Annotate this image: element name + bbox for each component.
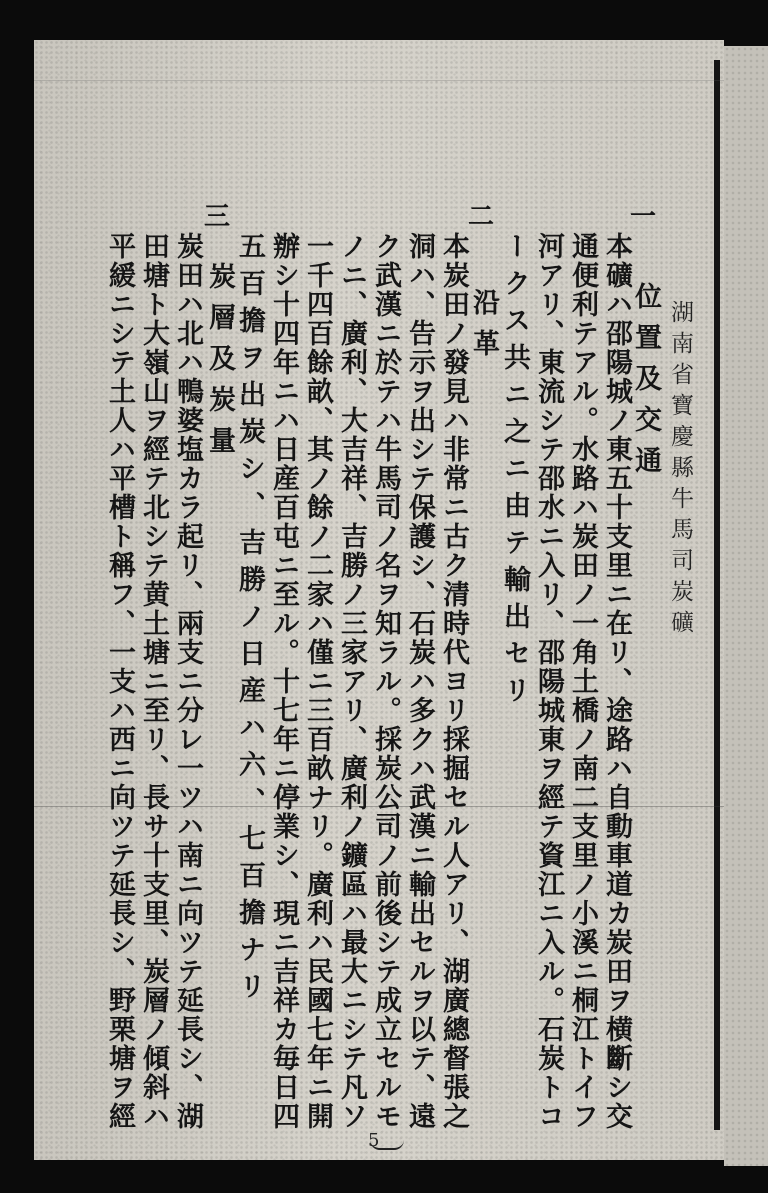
document-title: 湖南省寶慶縣牛馬司炭礦 [667,300,693,641]
section-1-number: 一 [630,202,657,232]
section-1-line-4: ークス共ニ之ニ由テ輸出セリ [499,232,530,713]
section-3-line-3: 平緩ニシテ土人ハ平槽ト稱フ、一支ハ西ニ向ツテ延長シ、野栗塘ヲ經 [104,232,135,1131]
section-2-line-2: 洞ハ、告示ヲ出シテ保護シ、石炭ハ多クハ武漢ニ輸出セルヲ以テ、遠 [404,232,435,1131]
section-3-line-2: 田塘ト大嶺山ヲ經テ北シテ黄土塘ニ至リ、長サ十支里、炭層ノ傾斜ハ [138,232,169,1131]
section-2-line-1: 本炭田ノ發見ハ非常ニ古ク清時代ヨリ採掘セル人アリ、湖廣總督張之 [438,232,469,1131]
page-top-rule [34,80,724,81]
section-2-line-6: 辦シ十四年ニハ日産百屯ニ至ル。十七年ニ停業シ、現ニ吉祥カ毎日四 [268,232,299,1131]
section-2-line-3: ク武漢ニ於テハ牛馬司ノ名ヲ知ラル。採炭公司ノ前後シテ成立セルモ [370,232,401,1131]
section-3-heading: 炭層及炭量 [204,262,235,467]
section-3-number: 三 [204,202,231,232]
adjacent-page-edge [724,46,768,1166]
page-number-underline [370,1138,404,1150]
page-number: 5 [368,1130,380,1151]
binding-spine [714,60,720,1130]
section-3-line-1: 炭田ハ北ハ鴨婆塩カラ起リ、兩支ニ分レ一ツハ南ニ向ツテ延長シ、湖 [172,232,203,1131]
section-1-line-2: 通便利テアル。水路ハ炭田ノ一角土橋ノ南二支里ノ小溪ニ桐江トイフ [567,232,598,1131]
section-2-line-7: 五百擔ヲ出炭シ、吉勝ノ日産ハ六、七百擔ナリ [234,232,265,1009]
section-2-number: 二 [468,202,495,232]
section-2-line-5: 一千四百餘畝、其ノ餘ノ二家ハ僅ニ三百畝ナリ。廣利ハ民國七年ニ開 [302,232,333,1131]
section-2-heading: 沿革 [468,288,499,370]
section-1-line-1: 本礦ハ邵陽城ノ東五十支里ニ在リ、途路ハ自動車道カ炭田ヲ横斷シ交 [601,232,632,1131]
section-2-line-4: ノニ、廣利、大吉祥、吉勝ノ三家アリ、廣利ノ鑛區ハ最大ニシテ凡ソ [336,232,367,1131]
section-1-heading: 位置及交通 [630,282,661,487]
section-1-line-3: 河アリ、東流シテ邵水ニ入リ、邵陽城東ヲ經テ資江ニ入ル。石炭トコ [533,232,564,1131]
